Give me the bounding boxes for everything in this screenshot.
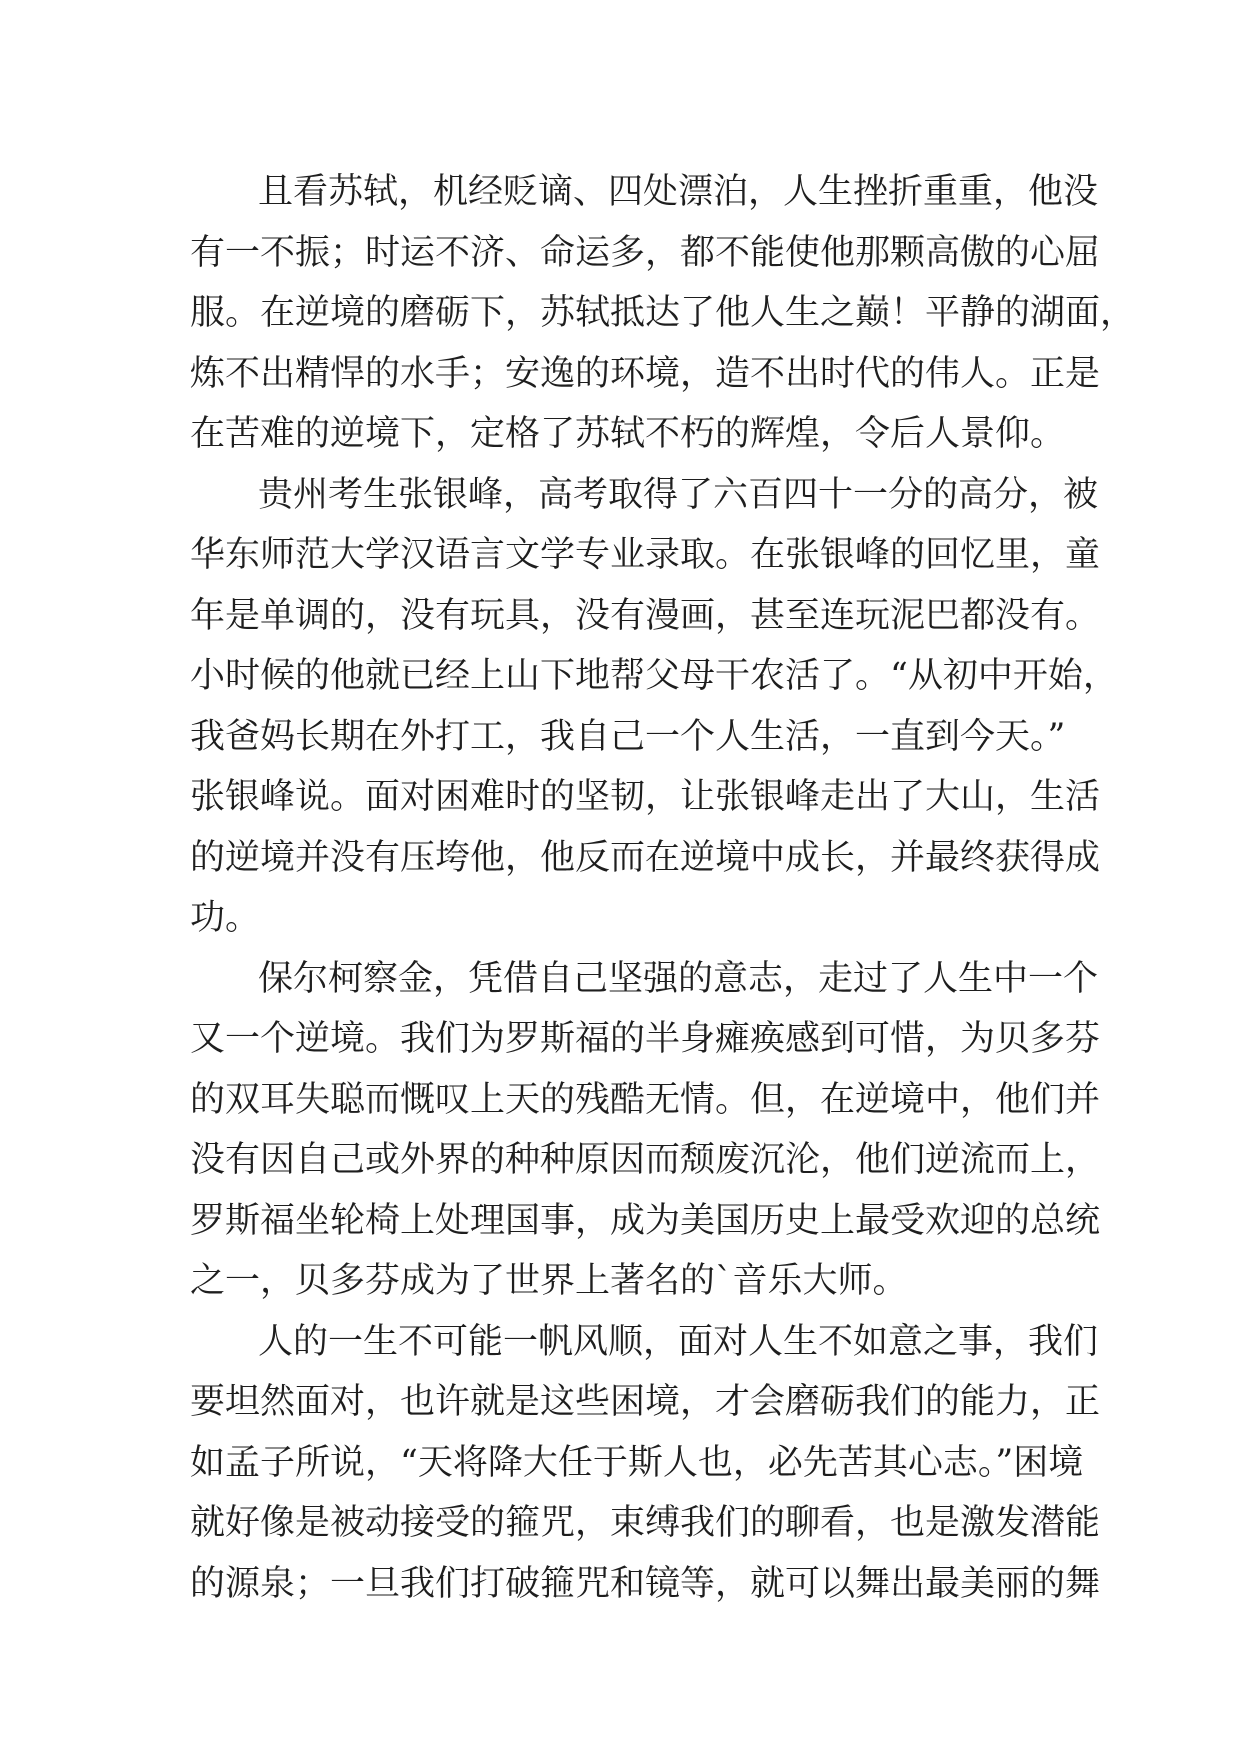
text-line: 保尔柯察金，凭借自己坚强的意志，走过了人生中一个 — [258, 958, 1099, 999]
text-line: 功。 — [190, 898, 261, 938]
text-line: 没有因自己或外界的种种原因而颓废沉沦，他们逆流而上， — [190, 1140, 1101, 1180]
text-line: 年是单调的，没有玩具，没有漫画，甚至连玩泥巴都没有。 — [190, 595, 1101, 636]
text-line: 我爸妈长期在外打工，我自己一个人生活，一直到今天。” — [190, 716, 1066, 757]
text-line: 在苦难的逆境下，定格了苏轼不朽的辉煌，令后人景仰。 — [190, 414, 1066, 454]
text-line: 人的一生不可能一帆风顺，面对人生不如意之事，我们 — [258, 1321, 1099, 1362]
text-line: 之一，贝多芬成为了世界上著名的`音乐大师。 — [190, 1261, 908, 1301]
text-line: 华东师范大学汉语言文学专业录取。在张银峰的回忆里，童 — [190, 535, 1101, 575]
text-line: 就好像是被动接受的箍咒，束缚我们的聊看，也是激发潜能 — [190, 1503, 1101, 1543]
text-line: 有一不振；时运不济、命运多，都不能使他那颗高傲的心屈 — [190, 232, 1101, 273]
text-line: 小时候的他就已经上山下地帮父母干农活了。“从初中开始， — [190, 656, 1118, 696]
text-line: 的源泉；一旦我们打破箍咒和镜等，就可以舞出最美丽的舞 — [190, 1563, 1101, 1604]
text-line: 又一个逆境。我们为罗斯福的半身瘫痪感到可惜，为贝多芬 — [190, 1019, 1101, 1059]
text-line: 张银峰说。面对困难时的坚韧，让张银峰走出了大山，生活 — [190, 777, 1101, 817]
text-line: 罗斯福坐轮椅上处理国事，成为美国历史上最受欢迎的总统 — [190, 1200, 1101, 1241]
text-line: 的逆境并没有压垮他，他反而在逆境中成长，并最终获得成 — [190, 837, 1101, 878]
text-line: 且看苏轼，机经贬谪、四处漂泊，人生挫折重重，他没 — [258, 172, 1099, 212]
text-line: 如孟子所说，“天将降大任于斯人也，必先苦其心志。”困境 — [190, 1442, 1084, 1483]
document-body — [190, 162, 1136, 1614]
text-line: 炼不出精悍的水手；安逸的环境，造不出时代的伟人。正是 — [190, 353, 1101, 394]
text-line: 的双耳失聪而慨叹上天的残酷无情。但，在逆境中，他们并 — [190, 1079, 1101, 1120]
text-line: 服。在逆境的磨砺下，苏轼抵达了他人生之巅！平静的湖面， — [190, 293, 1136, 333]
text-line: 贵州考生张银峰，高考取得了六百四十一分的高分，被 — [258, 474, 1099, 515]
text-line: 要坦然面对，也许就是这些困境，才会磨砺我们的能力，正 — [190, 1382, 1101, 1422]
